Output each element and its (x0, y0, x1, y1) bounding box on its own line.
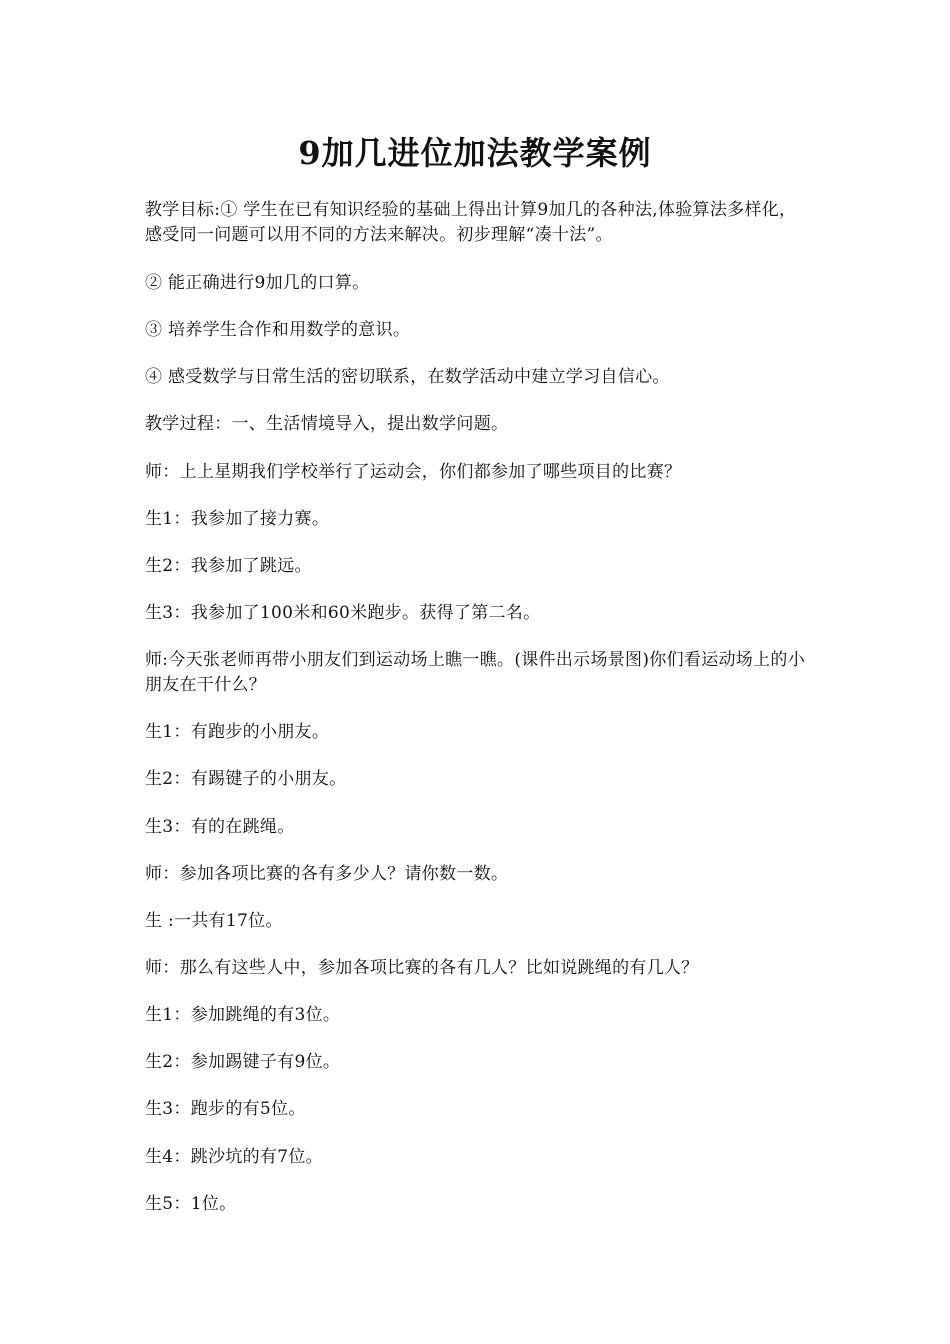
objective-paragraph: 教学目标:① 学生在已有知识经验的基础上得出计算9加几的各种法,体验算法多样化，感受同一问题可以用不同的方法来解决。初步理解“凑十法”。 (145, 200, 797, 245)
objective-item-4: ④ 感受数学与日常生活的密切联系，在数学活动中建立学习自信心。 (145, 367, 670, 387)
dialogue-line: 师：上上星期我们学校举行了运动会，你们都参加了哪些项目的比赛？ (145, 462, 682, 482)
dialogue-line: 生2：有踢键子的小朋友。 (145, 769, 347, 789)
dialogue-line: 师：参加各项比赛的各有多少人？请你数一数。 (145, 864, 509, 884)
dialogue-line: 生1：有跑步的小朋友。 (145, 722, 330, 742)
objective-item-2: ② 能正确进行9加几的口算。 (145, 273, 370, 293)
dialogue-line: 生3：跑步的有5位。 (145, 1099, 306, 1119)
process-heading: 教学过程：一、生活情境导入，提出数学问题。 (145, 414, 509, 434)
dialogue-line: 生1：我参加了接力赛。 (145, 509, 330, 529)
dialogue-line: 生2：我参加了跳远。 (145, 556, 312, 576)
dialogue-line: 生3：有的在跳绳。 (145, 817, 295, 837)
dialogue-line: 师：那么有这些人中，参加各项比赛的各有几人？比如说跳绳的有几人？ (145, 958, 699, 978)
dialogue-line: 师:今天张老师再带小朋友们到运动场上瞧一瞧。(课件出示场景图)你们看运动场上的小朋友在干什么？ (145, 650, 805, 695)
dialogue-line: 生5：1位。 (145, 1194, 237, 1214)
dialogue-line: 生4：跳沙坑的有7位。 (145, 1147, 323, 1167)
objective-item-3: ③ 培养学生合作和用数学的意识。 (145, 320, 411, 340)
document-title: 9加几进位加法教学案例 (298, 134, 652, 172)
dialogue-line: 生 :一共有17位。 (145, 911, 283, 931)
dialogue-line: 生3：我参加了100米和60米跑步。获得了第二名。 (145, 603, 541, 623)
dialogue-line: 生1：参加跳绳的有3位。 (145, 1005, 341, 1025)
dialogue-line: 生2：参加踢键子有9位。 (145, 1052, 341, 1072)
